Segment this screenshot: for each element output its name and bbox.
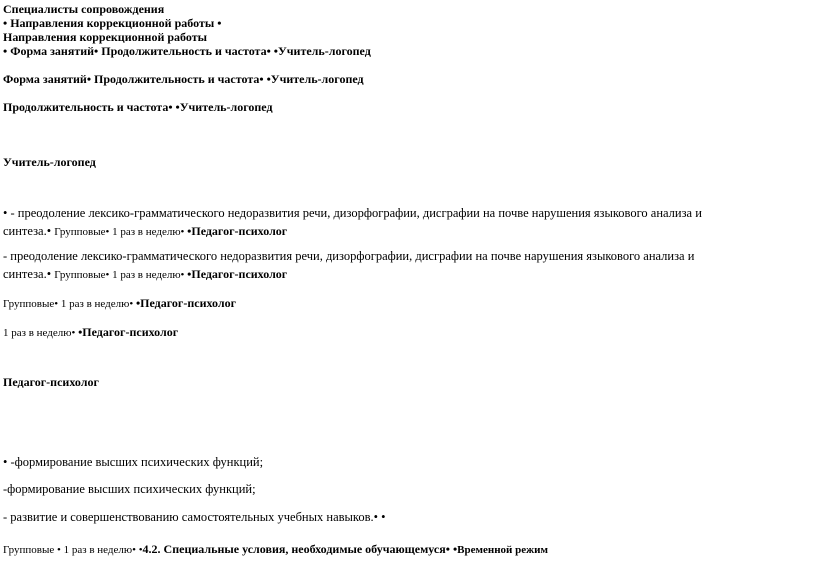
heading-specialists: Специалисты сопровождения — [3, 2, 165, 16]
text-speech-goal-bullet-cont — [3, 225, 287, 238]
text-final-line — [3, 541, 548, 557]
text-psychologist: •Педагог-психолог — [78, 325, 179, 339]
text-speech-goal: - преодоление лексико-грамматического недоразвития речи, дизорфографии, дисграфии на почве нарушения языкового анализа и — [3, 249, 695, 263]
text-psychologist: •Педагог-психолог — [135, 296, 237, 310]
heading-form-duration-teacher: Форма занятий• Продолжительность и частота• •Учитель-логопед — [3, 72, 364, 86]
heading-form-duration-teacher-bullet: • Форма занятий• Продолжительность и частота• •Учитель-логопед — [3, 44, 371, 58]
text-skills: - развитие и совершенствованию самостоятельных учебных навыков.• • — [3, 510, 386, 524]
heading-psychologist: Педагог-психолог — [3, 375, 99, 389]
text-synthesis: синтеза.• — [3, 224, 55, 238]
heading-directions: Направления коррекционной работы — [3, 30, 207, 44]
heading-duration-teacher: Продолжительность и частота• •Учитель-логопед — [3, 100, 273, 114]
text-group-psychologist — [3, 295, 236, 311]
text-group-frequency: Групповые• 1 раз в неделю• — [54, 269, 188, 281]
text-functions: -формирование высших психических функций; — [3, 482, 256, 496]
text-functions-bullet: • -формирование высших психических функций; — [3, 455, 264, 469]
text-special-conditions: 4.2. Специальные условия, необходимые обучающемуся• • — [142, 542, 458, 556]
text-frequency-psychologist — [3, 324, 178, 340]
text-time-mode: Временной режим — [457, 544, 548, 556]
text-speech-goal-cont — [3, 268, 287, 281]
text-psychologist: •Педагог-психолог — [187, 267, 288, 281]
text-group-frequency: Групповые • 1 раз в неделю• • — [3, 544, 143, 556]
heading-directions-bullet: • Направления коррекционной работы • — [3, 16, 222, 30]
text-group-frequency: Групповые• 1 раз в неделю• — [54, 226, 188, 238]
text-group-frequency: Групповые• 1 раз в неделю• — [3, 298, 136, 310]
text-frequency: 1 раз в неделю• — [3, 327, 79, 339]
heading-speech-therapist: Учитель-логопед — [3, 155, 96, 169]
text-speech-goal-bullet: • - преодоление лексико-грамматического недоразвития речи, дизорфографии, дисграфии на почве нарушения языкового анализа и — [3, 206, 702, 220]
text-psychologist: •Педагог-психолог — [187, 224, 288, 238]
text-synthesis: синтеза.• — [3, 267, 55, 281]
